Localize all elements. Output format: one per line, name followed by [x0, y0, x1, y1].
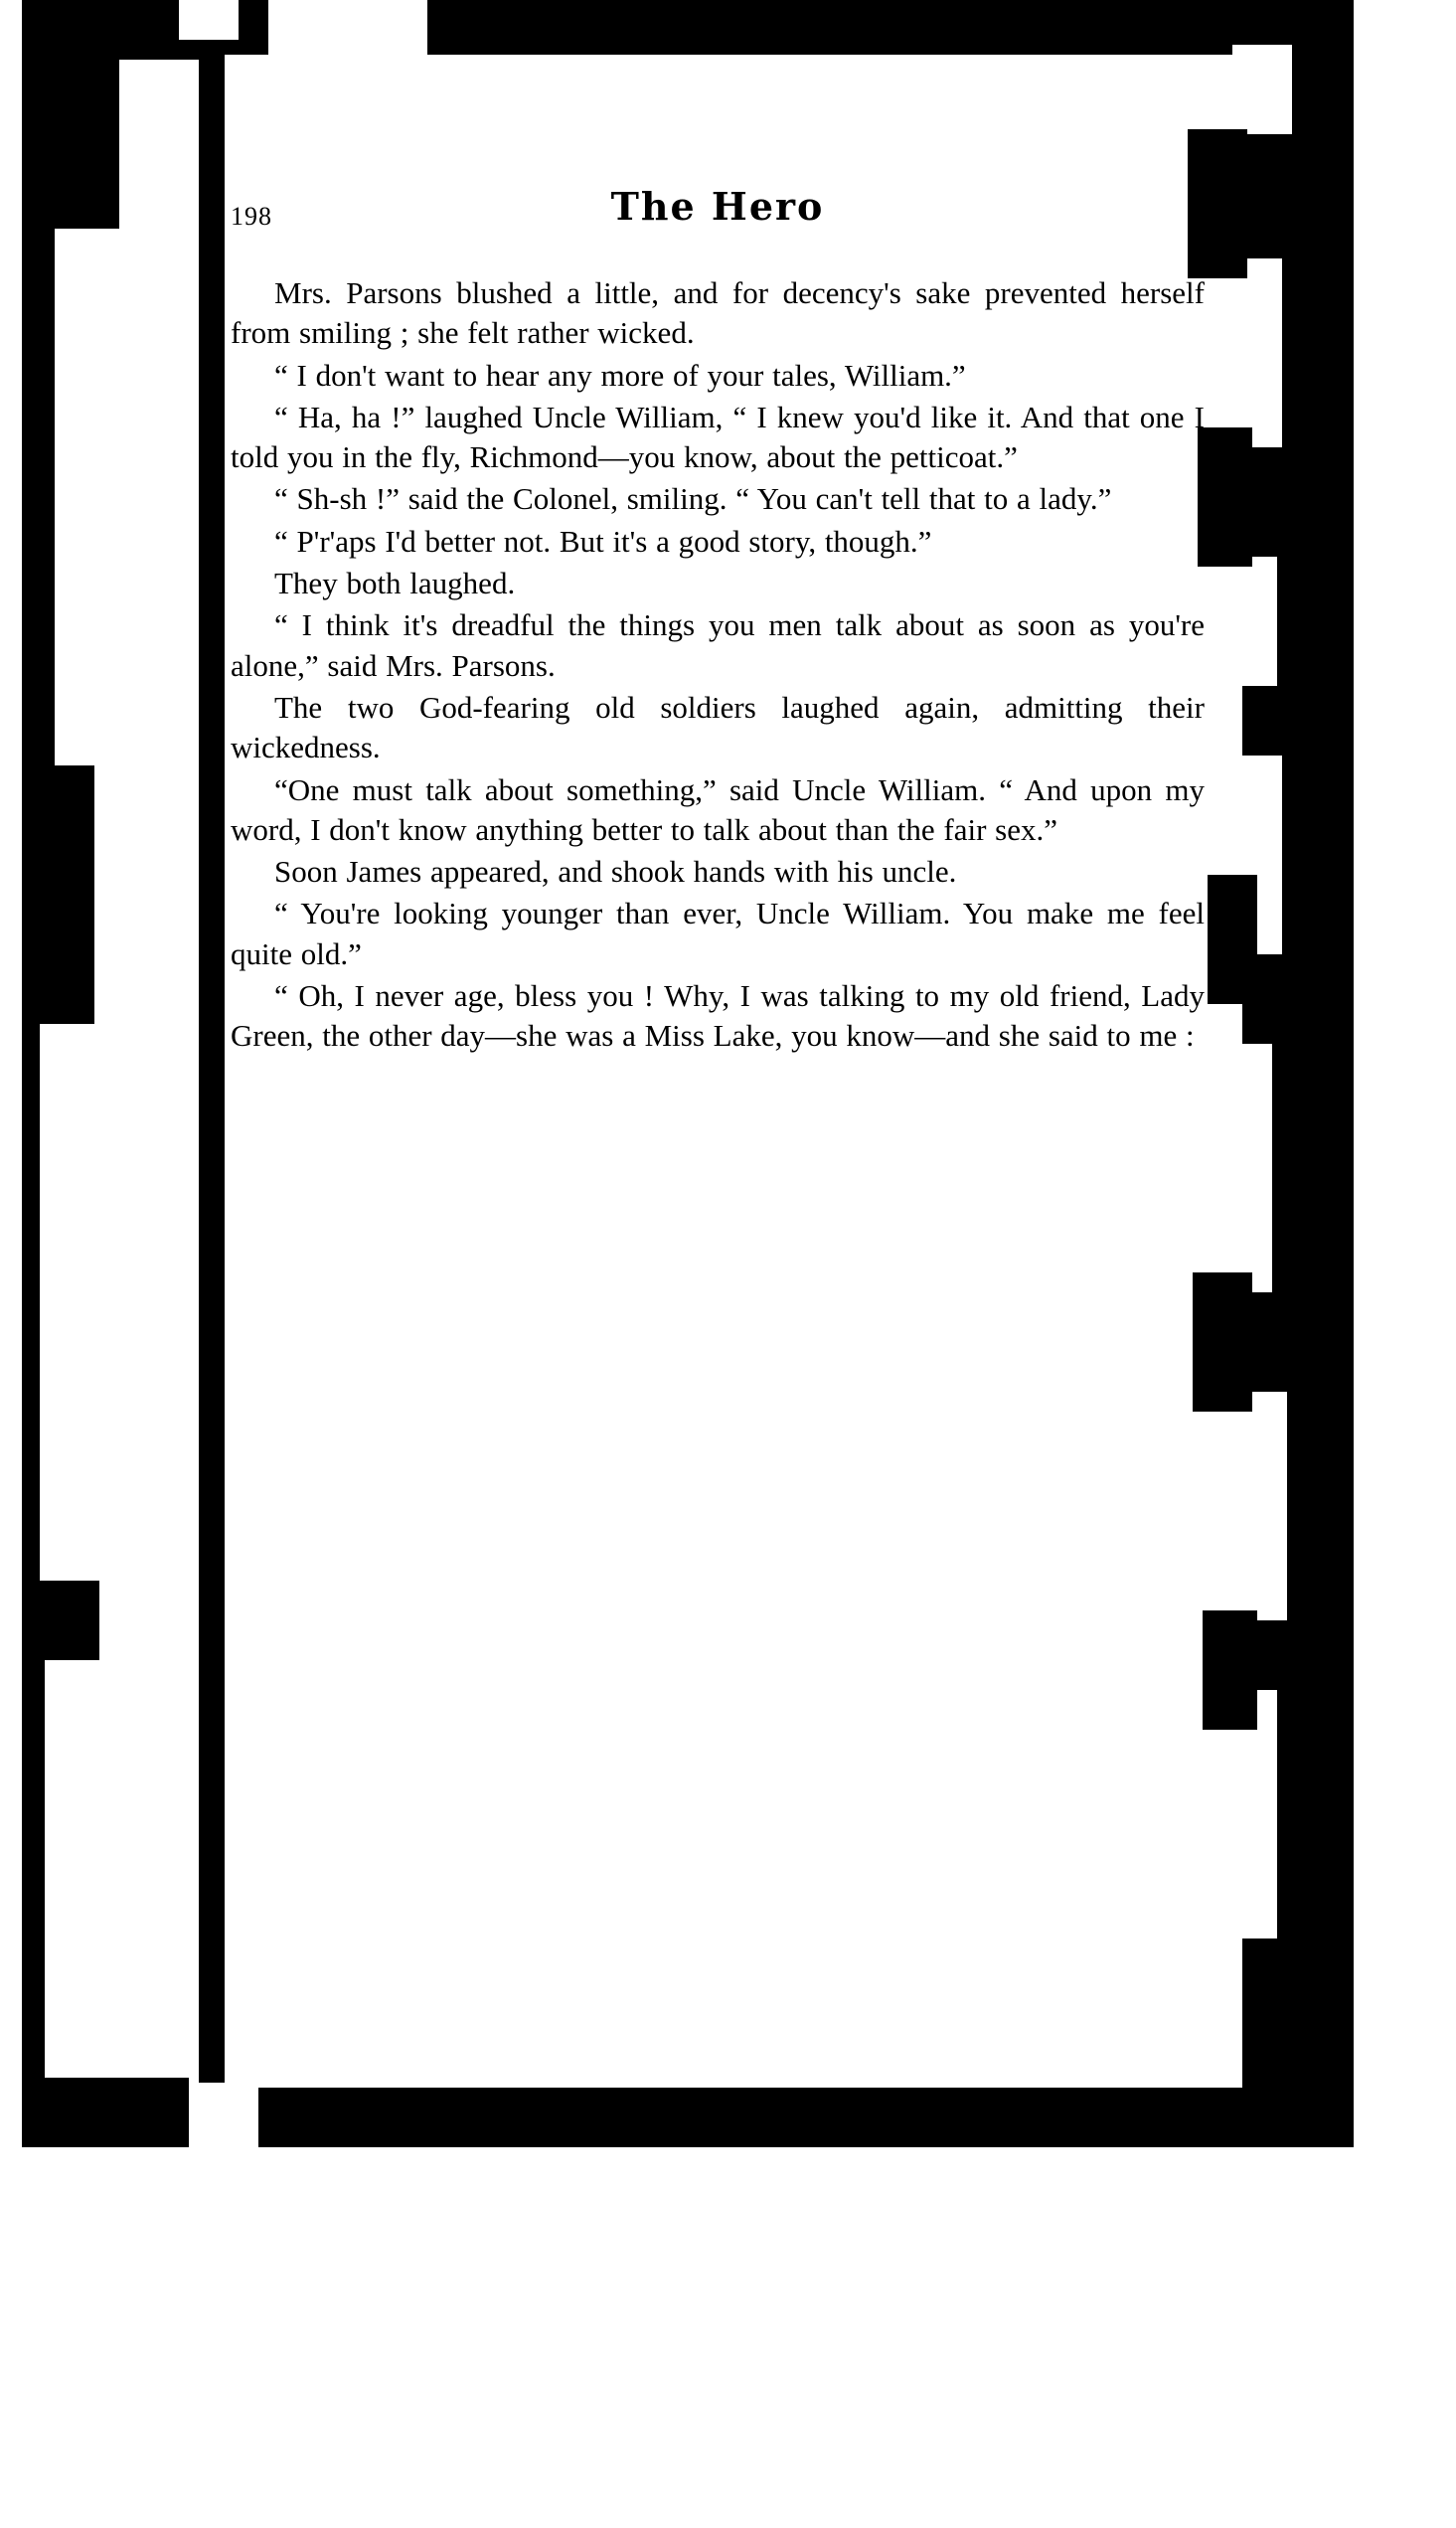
running-title: The Hero — [610, 184, 825, 229]
paragraph: “ Oh, I never age, bless you ! Why, I was talking to my old friend, Lady Green, the other day—she was a Miss Lake, you know—and she said to me : — [231, 978, 1205, 1054]
torn-edge-2 — [1198, 427, 1252, 567]
page-header — [231, 184, 1205, 253]
paragraph: Soon James appeared, and shook hands with his uncle. — [274, 854, 957, 890]
paper-edge-right-3 — [1232, 557, 1277, 686]
paragraph: “ P'r'aps I'd better not. But it's a good story, though.” — [274, 523, 932, 559]
torn-edge-bottom — [1242, 2028, 1352, 2098]
paragraph: They both laughed. — [274, 566, 516, 601]
paragraph: “ I don't want to hear any more of your tales, William.” — [274, 357, 966, 393]
paper-edge-top-2 — [179, 0, 239, 40]
paragraph: “ You're looking younger than ever, Uncle William. You make me feel quite old.” — [231, 896, 1205, 971]
torn-edge-5 — [1203, 1610, 1257, 1730]
paper-edge-right-5 — [1232, 1044, 1272, 1292]
torn-edge-gutter — [199, 45, 225, 2083]
page-text-block — [231, 184, 1205, 1059]
scan-background-top — [278, 0, 1352, 60]
torn-edge-4 — [1193, 1272, 1252, 1412]
paragraph: The two God-fearing old soldiers laughed again, admitting their wickedness. — [231, 689, 1205, 765]
paper-edge-right-6 — [1232, 1392, 1287, 1620]
paper-edge-top-1 — [268, 0, 427, 60]
paragraph: “ Sh-sh !” said the Colonel, smiling. “ You can't tell that to a lady.” — [274, 481, 1112, 517]
paragraph: “One must talk about something,” said Uncle William. “ And upon my word, I don't know anything better to talk about than the fair sex.” — [231, 771, 1205, 847]
paper-edge-right-2 — [1232, 258, 1282, 447]
paragraph: “ Ha, ha !” laughed Uncle William, “ I knew you'd like it. And that one I told you in the fly, Richmond—you know, about the petticoat.” — [231, 399, 1205, 475]
paragraph: “ I think it's dreadful the things you men talk about as soon as you're alone,” said Mrs. Parsons. — [231, 607, 1205, 683]
torn-edge-3 — [1208, 875, 1257, 1004]
paragraph: Mrs. Parsons blushed a little, and for decency's sake prevented herself from smiling ; she felt rather wicked. — [231, 275, 1205, 351]
page-number: 198 — [231, 202, 272, 231]
paper-edge-right-1 — [1232, 45, 1292, 134]
